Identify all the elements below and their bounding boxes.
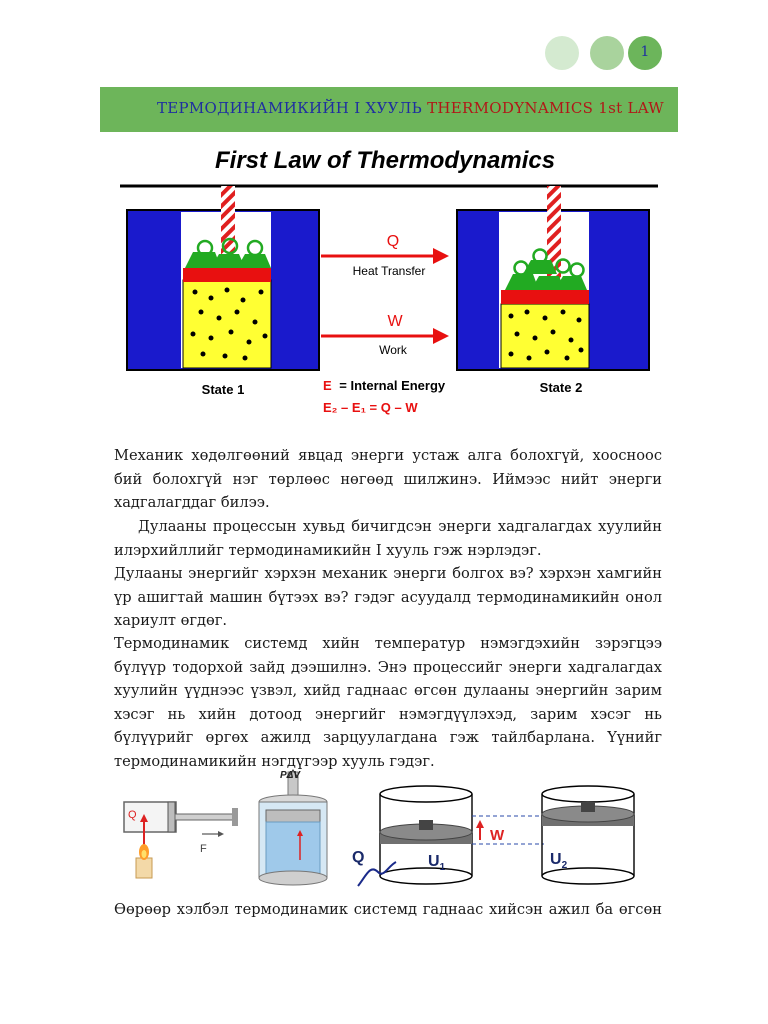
banner-title-en: THERMODYNAMICS 1st LAW xyxy=(427,99,664,117)
u2-subscript: 2 xyxy=(561,860,568,871)
pdv-label: PΔV xyxy=(280,770,301,781)
state2-container xyxy=(457,186,649,370)
work-label: Work xyxy=(379,343,407,357)
paragraph-5: Өөрөөр хэлбэл термодинамик системд гаднаас хийсэн ажил ба өгсөн xyxy=(114,901,662,918)
paragraph-2 xyxy=(114,515,662,562)
piston-f-label: F xyxy=(200,843,207,855)
energy-definition xyxy=(323,378,446,393)
title-banner xyxy=(100,87,678,132)
state1-container xyxy=(127,186,319,370)
w-label: W xyxy=(387,313,403,330)
header-dot-light xyxy=(545,36,579,70)
paragraph-3: Дулааны энергийг хэрхэн механик энерги болгох вэ? хэрхэн хамгийн үр ашигтай машин бүтээх вэ? гэдэг асуудалд термодинамикийн онол хариулт өгдөг. xyxy=(114,565,662,629)
u2-label xyxy=(550,851,568,871)
u2-cylinder xyxy=(542,786,634,884)
piston-illustrations xyxy=(114,768,674,890)
paragraph-4: Термодинамик системд хийн температур нэмэгдэхийн зэрэгцээ бүлүүр тодорхой зайд дээшилнэ. Энэ процессийг энерги хадгалагдах хуулийн үүднээс үзвэл, хийд гаднаас өгсөн дулааны энергийн зарим хэсэг нь хийн дотоод энергийг нэмэгдүүлэхэд, зарим хэсэг нь бүлүүрийг өргөх ажилд зарцуулагдана гэж тайлбарлана. Үүнийг термодинамикийн нэгдүгээр хууль гэдэг. xyxy=(114,635,662,770)
state1-label: State 1 xyxy=(201,382,245,397)
w-work-label: W xyxy=(490,827,505,844)
first-law-diagram xyxy=(115,140,663,420)
banner-title-mn: ТЕРМОДИНАМИКИЙН I ХУУЛЬ xyxy=(156,99,422,117)
work-arrow xyxy=(321,328,449,344)
heat-transfer-label: Heat Transfer xyxy=(352,264,426,278)
u1-cylinder xyxy=(358,786,472,886)
first-law-formula: E₂ – E₁ = Q – W xyxy=(323,400,418,415)
piston-q-label: Q xyxy=(128,809,137,821)
heat-arrow xyxy=(321,248,449,264)
paragraph-1: Механик хөдөлгөөний явцад энерги устаж алга болохгүй, хоосноос бий болохгүй нэг төрлөөс нөгөөд шилжинэ. Иймээс нийт энерги хадгалагддаг билээ. xyxy=(114,447,662,511)
pdv-cylinder xyxy=(259,770,327,885)
energy-text: = Internal Energy xyxy=(339,378,446,393)
horizontal-piston xyxy=(124,802,238,878)
u1-subscript: 1 xyxy=(439,862,446,873)
diagram-title: First Law of Thermodynamics xyxy=(215,147,556,174)
energy-symbol: E xyxy=(323,378,332,393)
page-number: 1 xyxy=(640,44,650,60)
u2-letter: U xyxy=(550,851,562,868)
paragraph-2-text: Дулааны процессын хувьд бичигдсэн энерги хадгалагдах хуулийн илэрхийллийг термодинамикийн I хууль гэж нэрлэдэг. xyxy=(114,518,662,559)
banner-title xyxy=(157,99,664,117)
state2-label: State 2 xyxy=(539,380,583,395)
page-number-badge xyxy=(628,36,662,70)
q-label: Q xyxy=(386,233,400,250)
header-dot-medium xyxy=(590,36,624,70)
big-q-label: Q xyxy=(352,849,365,866)
u1-letter: U xyxy=(428,853,440,870)
